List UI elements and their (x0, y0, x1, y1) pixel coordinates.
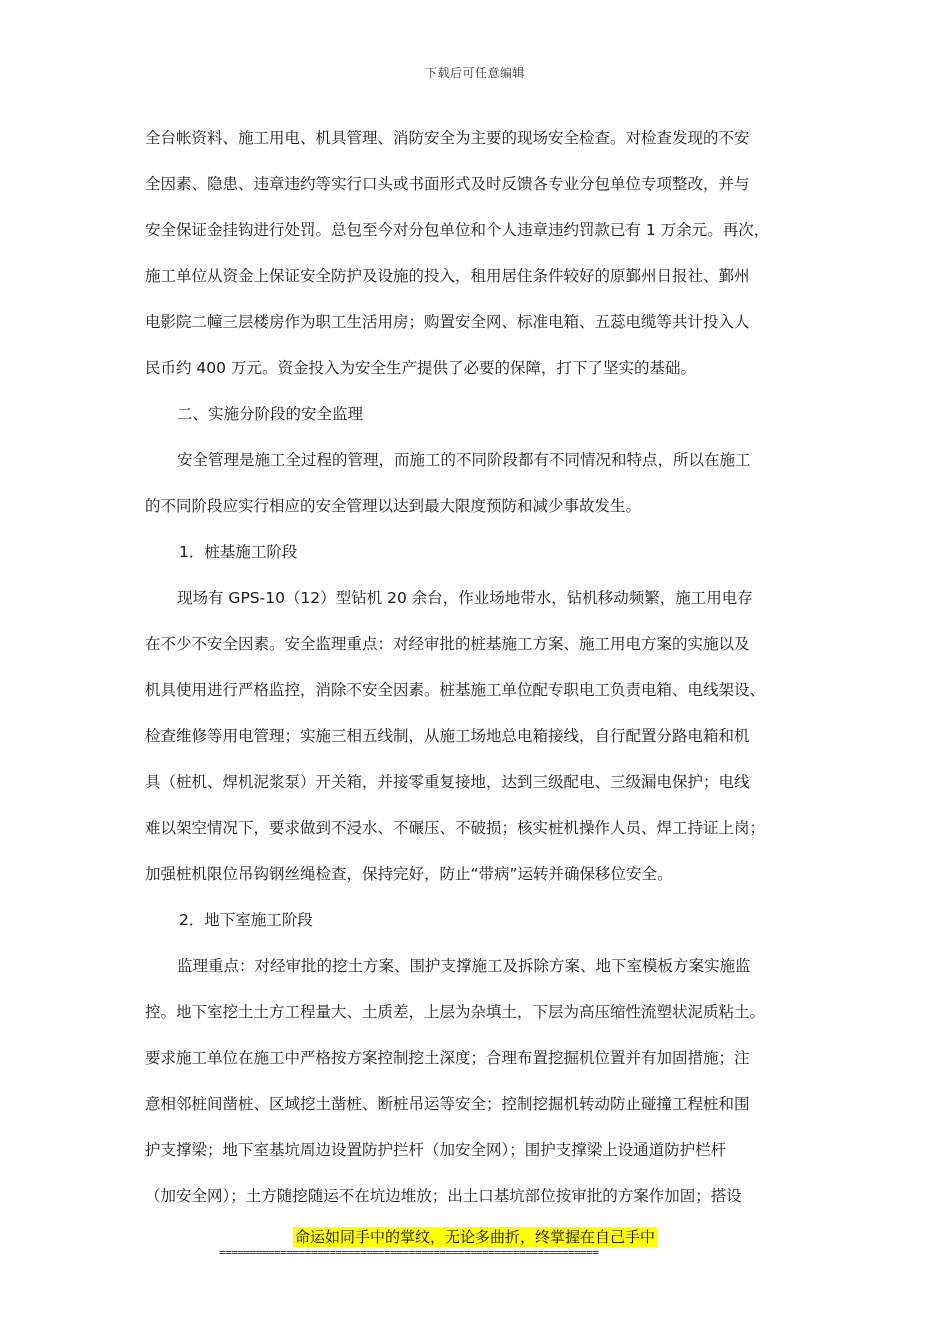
page-header: 下载后可任意编辑 (424, 66, 525, 80)
paragraph-line: 安全管理是施工全过程的管理，而施工的不同阶段都有不同情况和特点，所以在施工 (177, 451, 751, 469)
paragraph-line: 具（桩机、焊机泥浆泵）开关箱，并接零重复接地，达到三级配电、三级漏电保护；电线 (145, 773, 750, 791)
paragraph-line: （加安全网）；土方随挖随运不在坑边堆放；出土口基坑部位按审批的方案作加固；搭设 (145, 1187, 742, 1205)
paragraph-line: 加强桩机限位吊钩钢丝绳检查，保持完好，防止“带病”运转并确保移位安全。 (145, 865, 673, 883)
paragraph-line: 全台帐资料、施工用电、机具管理、消防安全为主要的现场安全检查。对检查发现的不安 (145, 129, 750, 147)
paragraph-line: 要求施工单位在施工中严格按方案控制挖土深度；合理布置挖掘机位置并有加固措施；注 (145, 1049, 750, 1067)
paragraph-line: 护支撑梁；地下室基坑周边设置防护拦杆（加安全网）；围护支撑梁上设通道防护栏杆 (145, 1141, 727, 1159)
paragraph-line: 安全保证金挂钩进行处罚。总包至今对分包单位和个人违章违约罚款已有 1 万余元。再次， (145, 221, 770, 239)
paragraph-line: 全因素、隐患、违章违约等实行口头或书面形式及时反馈各专业分包单位专项整改，并与 (145, 175, 750, 193)
section-heading: 二、实施分阶段的安全监理 (177, 405, 364, 423)
paragraph-line: 施工单位从资金上保证安全防护及设施的投入，租用居住条件较好的原鄞州日报社、鄞州 (145, 267, 750, 285)
footer-divider: ============================================================== (219, 1246, 599, 1259)
footer-motto-text: 命运如同手中的掌纹，无论多曲折，终掌握在自己手中 (294, 1228, 655, 1246)
paragraph-line: 电影院二幢三层楼房作为职工生活用房；购置安全网、标准电箱、五蕊电缆等共计投入人 (145, 313, 750, 331)
paragraph-line: 监理重点：对经审批的挖土方案、围护支撑施工及拆除方案、地下室模板方案实施监 (177, 957, 751, 975)
paragraph-line: 难以架空情况下，要求做到不浸水、不碾压、不破损；核实桩机操作人员、焊工持证上岗； (145, 819, 766, 837)
subsection-heading: 1．桩基施工阶段 (179, 543, 298, 561)
document-body (145, 123, 815, 1227)
footer-motto (0, 1226, 950, 1247)
paragraph-line: 的不同阶段应实行相应的安全管理以达到最大限度预防和减少事故发生。 (145, 497, 642, 515)
paragraph-line: 检查维修等用电管理；实施三相五线制，从施工场地总电箱接线，自行配置分路电箱和机 (145, 727, 750, 745)
paragraph-line: 意相邻桩间凿桩、区域挖土凿桩、断桩吊运等安全；控制挖掘机转动防止碰撞工程桩和围 (145, 1095, 750, 1113)
paragraph-line: 控。地下室挖土土方工程量大、土质差，上层为杂填土，下层为高压缩性流塑状泥质粘土。 (145, 1003, 766, 1021)
subsection-heading: 2．地下室施工阶段 (179, 911, 313, 929)
paragraph-line: 在不少不安全因素。安全监理重点：对经审批的桩基施工方案、施工用电方案的实施以及 (145, 635, 750, 653)
paragraph-line: 现场有 GPS-10（12）型钻机 20 余台，作业场地带水，钻机移动频繁，施工用电存 (177, 589, 753, 607)
paragraph-line: 机具使用进行严格监控，消除不安全因素。桩基施工单位配专职电工负责电箱、电线架设、 (145, 681, 766, 699)
paragraph-line: 民币约 400 万元。资金投入为安全生产提供了必要的保障，打下了坚实的基础。 (145, 359, 696, 377)
